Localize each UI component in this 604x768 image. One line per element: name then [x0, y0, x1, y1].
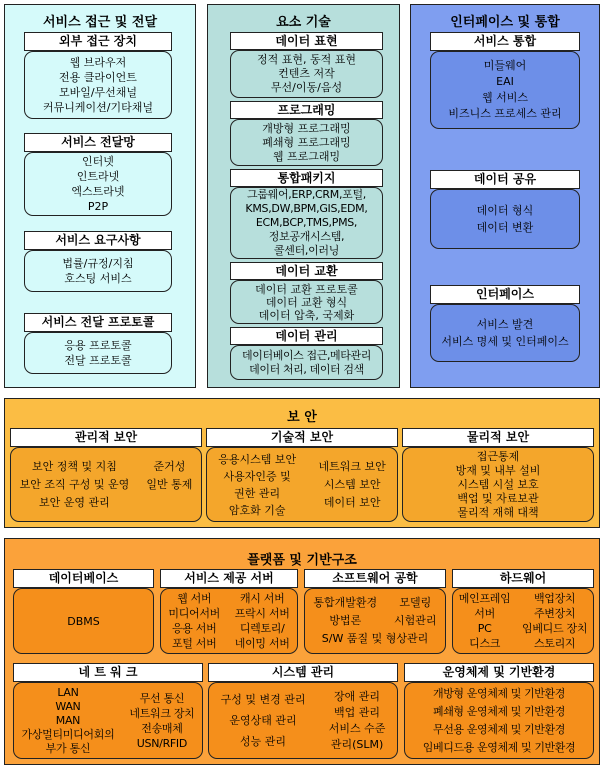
admin-security-box: [10, 447, 202, 522]
delivery-network-box: [24, 152, 172, 216]
list-item: 사용자인증 및: [223, 469, 291, 483]
data-representation-box: [230, 50, 383, 98]
os-env-box: [404, 682, 594, 759]
physical-security-header: 물리적 보안: [402, 428, 594, 447]
list-item: 네트워크 장치: [129, 706, 195, 720]
list-item: 접근통제: [476, 449, 520, 463]
interface-box: [430, 304, 580, 362]
list-item: 장애 관리: [334, 689, 381, 703]
hardware-box: [452, 588, 594, 654]
delivery-network-header: 서비스 전달망: [24, 133, 172, 152]
list-item: 시스템 시설 보호: [457, 477, 539, 491]
list-item: 권한 관리: [234, 486, 281, 500]
list-item: PC: [477, 622, 492, 635]
list-item: 미들웨어: [483, 59, 527, 72]
list-item: 무선 통신: [139, 691, 185, 705]
interface-integration-title: 인터페이스 및 통합: [450, 15, 560, 30]
list-item: 컨텐츠 저작: [278, 67, 335, 80]
list-item: 서비스 수준: [328, 721, 386, 735]
list-item: S/W 품질 및 형상관리: [321, 632, 429, 645]
data-representation-header: 데이터 표현: [230, 32, 383, 50]
list-item: 서비스 명세 및 인터페이스: [441, 335, 569, 348]
list-item: 보안 조직 구성 및 운영: [19, 477, 130, 491]
software-eng-box: [304, 588, 446, 654]
list-item: 그룹웨어,ERP,CRM,포털,: [247, 188, 366, 201]
list-item: 네트워크 보안: [318, 459, 386, 473]
platform-title: 플랫폼 및 기반구조: [247, 553, 357, 568]
list-item: 임베디드용 운영체제 및 기반환경: [422, 740, 576, 754]
list-item: 전용 클라이언트: [59, 71, 137, 84]
list-item: 개방형 프로그래밍: [262, 121, 351, 135]
list-item: 웹 브라우저: [69, 56, 127, 69]
list-item: 법률/규정/지침: [62, 257, 134, 270]
os-env-header: 운영체제 및 기반환경: [404, 663, 594, 682]
list-item: 스토리지: [533, 637, 576, 650]
list-item: 인트라넷: [76, 170, 120, 183]
software-eng-header: 소프트웨어 공학: [304, 569, 446, 588]
list-item: 개방형 운영체제 및 기반환경: [432, 686, 565, 700]
list-item: 방법론: [329, 614, 362, 627]
list-item: 서버: [474, 607, 495, 620]
tech-security-box: [206, 447, 398, 522]
list-item: MAN: [55, 713, 81, 727]
list-item: 전달 프로토콜: [64, 354, 132, 367]
list-item: 관리(SLM): [330, 737, 384, 751]
integrated-package-header: 통합패키지: [230, 169, 383, 187]
network-box: [13, 682, 203, 759]
list-item: 데이터 교환 형식: [265, 295, 348, 309]
service-integration-box: [430, 51, 580, 129]
database-box: [13, 588, 154, 654]
list-item: 모델링: [399, 596, 432, 609]
list-item: 메인프레임: [458, 592, 511, 605]
list-item: 커뮤니케이션/기타채널: [43, 101, 153, 114]
list-item: 시험관리: [394, 614, 437, 627]
list-item: KMS,DW,BPM,GIS,EDM,: [245, 202, 368, 215]
list-item: 데이터 압축, 국제화: [258, 308, 355, 322]
requirements-header: 서비스 요구사항: [24, 231, 172, 250]
list-item: 디스크: [469, 637, 501, 650]
list-item: 암호화 기술: [228, 503, 286, 517]
list-item: 시스템 보안: [323, 477, 381, 491]
requirements-box: [24, 250, 172, 292]
list-item: 서비스 발견: [476, 318, 534, 331]
list-item: 응용시스템 보안: [218, 452, 297, 466]
data-sharing-box: [430, 189, 580, 249]
list-item: 콜센터,이러닝: [273, 244, 340, 257]
list-item: 캐시 서버: [239, 592, 285, 605]
service-server-header: 서비스 제공 서버: [160, 569, 298, 588]
system-mgmt-box: [208, 682, 398, 759]
list-item: 비즈니스 프로세스 관리: [448, 107, 562, 120]
hardware-header: 하드웨어: [452, 569, 594, 588]
interface-header: 인터페이스: [430, 285, 580, 304]
data-exchange-box: [230, 280, 383, 324]
list-item: 웹 서비스: [481, 91, 528, 104]
data-sharing-header: 데이터 공유: [430, 170, 580, 189]
network-header: 네 트 워 크: [13, 663, 203, 682]
integrated-package-box: [230, 187, 383, 259]
list-item: USN/RFID: [136, 736, 188, 750]
list-item: 폐쇄형 운영체제 및 기반환경: [432, 704, 565, 718]
list-item: 디렉토리/: [239, 622, 285, 635]
programming-box: [230, 119, 383, 166]
delivery-protocol-box: [24, 332, 172, 374]
list-item: 인터넷: [82, 155, 114, 168]
list-item: 방재 및 내부 설비: [455, 463, 541, 477]
service-integration-header: 서비스 통합: [430, 32, 580, 51]
list-item: 일반 통제: [146, 477, 193, 491]
list-item: EAI: [496, 75, 514, 88]
service-server-box: [160, 588, 298, 654]
list-item: WAN: [55, 699, 81, 713]
service-access-title: 서비스 접근 및 전달: [42, 15, 158, 30]
list-item: DBMS: [67, 614, 100, 628]
list-item: 통합개발환경: [313, 596, 378, 609]
list-item: 보안 정책 및 지침: [31, 459, 117, 473]
list-item: 준거성: [153, 459, 186, 473]
list-item: 포털 서버: [171, 637, 217, 650]
list-item: 무선/이동/음성: [270, 81, 343, 94]
external-device-header: 외부 접근 장치: [24, 32, 172, 51]
list-item: 전송매체: [141, 721, 183, 735]
data-exchange-header: 데이터 교환: [230, 262, 383, 280]
list-item: 정보공개시스템,: [268, 230, 345, 243]
list-item: 프락시 서버: [234, 607, 290, 620]
list-item: 응용 프로토콜: [64, 339, 132, 352]
list-item: 백업 및 자료보관: [457, 491, 539, 505]
list-item: 정적 표현, 동적 표현: [257, 53, 356, 66]
list-item: P2P: [87, 200, 109, 213]
list-item: 데이터 처리, 데이터 검색: [249, 362, 364, 376]
list-item: 데이터 교환 프로토콜: [255, 282, 358, 296]
list-item: 데이터 형식: [476, 204, 534, 217]
element-tech-title: 요소 기술: [276, 15, 331, 30]
list-item: 무선용 운영체제 및 기반환경: [432, 722, 565, 736]
admin-security-header: 관리적 보안: [10, 428, 202, 447]
list-item: 백업 관리: [334, 705, 381, 719]
tech-security-header: 기술적 보안: [206, 428, 398, 447]
list-item: 가상멀티미디어회의: [21, 727, 115, 741]
security-title: 보 안: [287, 410, 317, 425]
list-item: 엑스트라넷: [71, 185, 125, 198]
list-item: 호스팅 서비스: [64, 272, 132, 285]
list-item: 주변장치: [533, 607, 576, 620]
list-item: 성능 관리: [240, 735, 287, 748]
data-management-box: [230, 345, 383, 380]
list-item: 미디어서버: [168, 607, 221, 620]
database-header: 데이터베이스: [13, 569, 154, 588]
list-item: 임베디드 장치: [522, 622, 588, 635]
data-management-header: 데이터 관리: [230, 327, 383, 345]
list-item: 데이터 보안: [323, 495, 381, 509]
programming-header: 프로그래밍: [230, 101, 383, 119]
physical-security-box: [402, 447, 594, 522]
external-device-box: [24, 51, 172, 119]
list-item: 모바일/무선채널: [58, 86, 138, 99]
list-item: 데이터 변환: [476, 221, 534, 234]
list-item: 부가 통신: [45, 741, 91, 755]
delivery-protocol-header: 서비스 전달 프로토콜: [24, 313, 172, 332]
list-item: LAN: [57, 685, 79, 699]
list-item: 구성 및 변경 관리: [220, 693, 306, 706]
list-item: 네이밍 서버: [234, 637, 290, 650]
system-mgmt-header: 시스템 관리: [208, 663, 398, 682]
list-item: ECM,BCP,TMS,PMS,: [255, 216, 358, 229]
list-item: 데이터베이스 접근,메타관리: [242, 348, 371, 362]
list-item: 보안 운영 관리: [39, 495, 110, 509]
list-item: 웹 서버: [177, 592, 212, 605]
list-item: 물리적 재해 대책: [457, 505, 539, 519]
list-item: 응용 서버: [171, 622, 217, 635]
list-item: 웹 프로그래밍: [272, 149, 341, 163]
list-item: 운영상태 관리: [229, 714, 297, 727]
list-item: 폐쇄형 프로그래밍: [262, 135, 351, 149]
list-item: 백업장치: [533, 592, 576, 605]
